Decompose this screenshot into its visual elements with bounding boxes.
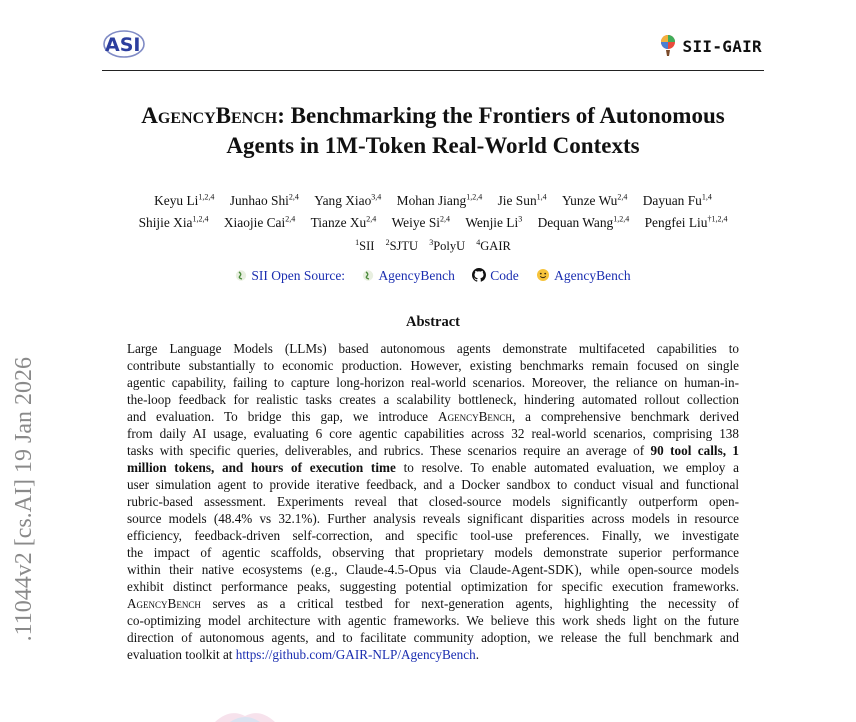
abstract-line: source models (48.4% vs 32.1%). Further analysis reveals significant disparities across models in resource (127, 511, 739, 526)
affiliation: $^2$SJTU (385, 238, 419, 254)
abstract-line: Large Language Models (LLMs) based autonomous agents demonstrate multifaceted capabilities to (127, 341, 739, 356)
author: Dayuan Fu$^{1,4}$ (642, 193, 712, 209)
author: Tianze Xu$^{2,4}$ (310, 214, 377, 230)
abstract-body (127, 340, 739, 663)
abstract-line: evaluation toolkit at https://github.com/GAIR-NLP/AgencyBench. (127, 647, 479, 662)
author: Jie Sun$^{1,4}$ (497, 193, 547, 209)
sii-logo-icon (235, 269, 247, 282)
arxiv-stamp-text: .11044v2 [cs.AI] 19 Jan 2026 (11, 357, 37, 642)
author-row-1 (90, 189, 776, 210)
abstract-line: co-optimizing model architecture with agentic frameworks. We believe this work sheds light on the future (127, 613, 739, 628)
huggingface-icon (536, 268, 550, 282)
abstract-line: tasks with specific queries, deliverables, and rubrics. These scenarios require an average of 90 tool calls, 1 (127, 443, 739, 458)
sii-gair-logo (657, 33, 762, 59)
affiliation: $^4$GAIR (476, 238, 511, 254)
author: Xiaojie Cai$^{2,4}$ (223, 214, 296, 230)
title-line1: : Benchmarking the Frontiers of Autonomous (277, 103, 725, 128)
abstract-line: exhibit distinct performance peaks, suggesting potential optimization for specific execution frameworks. (127, 579, 739, 594)
author: Wenjie Li$^3$ (465, 214, 523, 230)
abstract-line: user simulation agent to provide iterative feedback, and a Docker sandbox to conduct visual and functional (127, 477, 739, 492)
abstract-line: AgencyBench serves as a critical testbed for next-generation agents, highlighting the necessity of (127, 596, 739, 611)
author: Junhao Shi$^{2,4}$ (229, 193, 299, 209)
agencybench-name: AgencyBench (438, 409, 512, 424)
abstract-line: agentic capability, failing to capture long-horizon real-world scenarios. Moreover, the reliance on human-in- (127, 375, 739, 390)
author: Mohan Jiang$^{1,2,4}$ (396, 193, 483, 209)
github-url-link[interactable]: https://github.com/GAIR-NLP/AgencyBench (235, 647, 476, 662)
huggingface-link[interactable]: AgencyBench (536, 268, 630, 283)
sii-open-source-link[interactable]: SII Open Source: (235, 268, 348, 283)
author-list (90, 189, 776, 232)
title-brand: AgencyBench (141, 103, 278, 128)
resource-links (90, 268, 776, 284)
author: Shijie Xia$^{1,2,4}$ (138, 214, 209, 230)
author: Keyu Li$^{1,2,4}$ (154, 193, 215, 209)
abstract-line: direction of autonomous agents, and to facilitate community adoption, we release the full benchmark and (127, 630, 739, 645)
abstract-heading: Abstract (406, 314, 460, 330)
paper-title (90, 101, 776, 161)
affiliation: $^3$PolyU (429, 238, 466, 254)
affiliations (90, 238, 776, 254)
abstract-line: million tokens, and hours of execution time to resolve. To enable automated evaluation, we employ a (127, 460, 739, 475)
abstract-line: contribute substantially to economic production. However, existing benchmarks remain focused on single (127, 358, 739, 373)
author: Pengfei Liu$^{\dagger 1,2,4}$ (644, 214, 728, 230)
author: Yang Xiao$^{3,4}$ (314, 193, 382, 209)
author: Dequan Wang$^{1,2,4}$ (537, 214, 630, 230)
bold-highlight: million tokens, and hours of execution time (127, 460, 396, 475)
author: Yunze Wu$^{2,4}$ (562, 193, 628, 209)
decorative-graphic (210, 706, 280, 722)
rainbow-balloon-icon (657, 33, 679, 59)
arxiv-stamp (2, 357, 46, 718)
agencybench-logo-icon (362, 269, 374, 282)
agencybench-site-link[interactable]: AgencyBench (362, 268, 458, 283)
abstract-line: from daily AI usage, evaluating 6 core agentic capabilities across 32 real-world scenarios, comprising 138 (127, 426, 739, 441)
author: Weiye Si$^{2,4}$ (391, 214, 450, 230)
abstract-line: efficiency, feedback-driven self-correction, and specific tool-use preferences. Finally, we investigate (127, 528, 739, 543)
author-row-2 (90, 210, 776, 231)
abstract-line: within their native ecosystems (e.g., Claude-4.5-Opus via Claude-Agent-SDK), while open-source models (127, 562, 739, 577)
abstract-line: rubric-based assessment. Experiments reveal that closed-source models significantly outperform open- (127, 494, 739, 509)
abstract-line: the impact of agentic scaffolds, observing that proprietary models demonstrate superior performance (127, 545, 739, 560)
agencybench-name: AgencyBench (127, 596, 201, 611)
abstract-line: and evaluation. To bridge this gap, we introduce AgencyBench, a comprehensive benchmark derived (127, 409, 739, 424)
asi-logo-text: ASI (105, 34, 141, 56)
sii-gair-logo-text: SII-GAIR (682, 36, 762, 56)
asi-logo (102, 28, 146, 58)
title-line2: Agents in 1M-Token Real-World Contexts (226, 133, 640, 158)
affiliation: $^1$SII (355, 238, 375, 254)
bold-highlight: 90 tool calls, 1 (650, 443, 739, 458)
code-link[interactable]: Code (472, 268, 522, 283)
github-icon (472, 268, 486, 282)
page-header (102, 24, 764, 71)
abstract-line: the-loop feedback for realistic tasks creates a scalability bottleneck, hindering automated rollout collection (127, 392, 739, 407)
